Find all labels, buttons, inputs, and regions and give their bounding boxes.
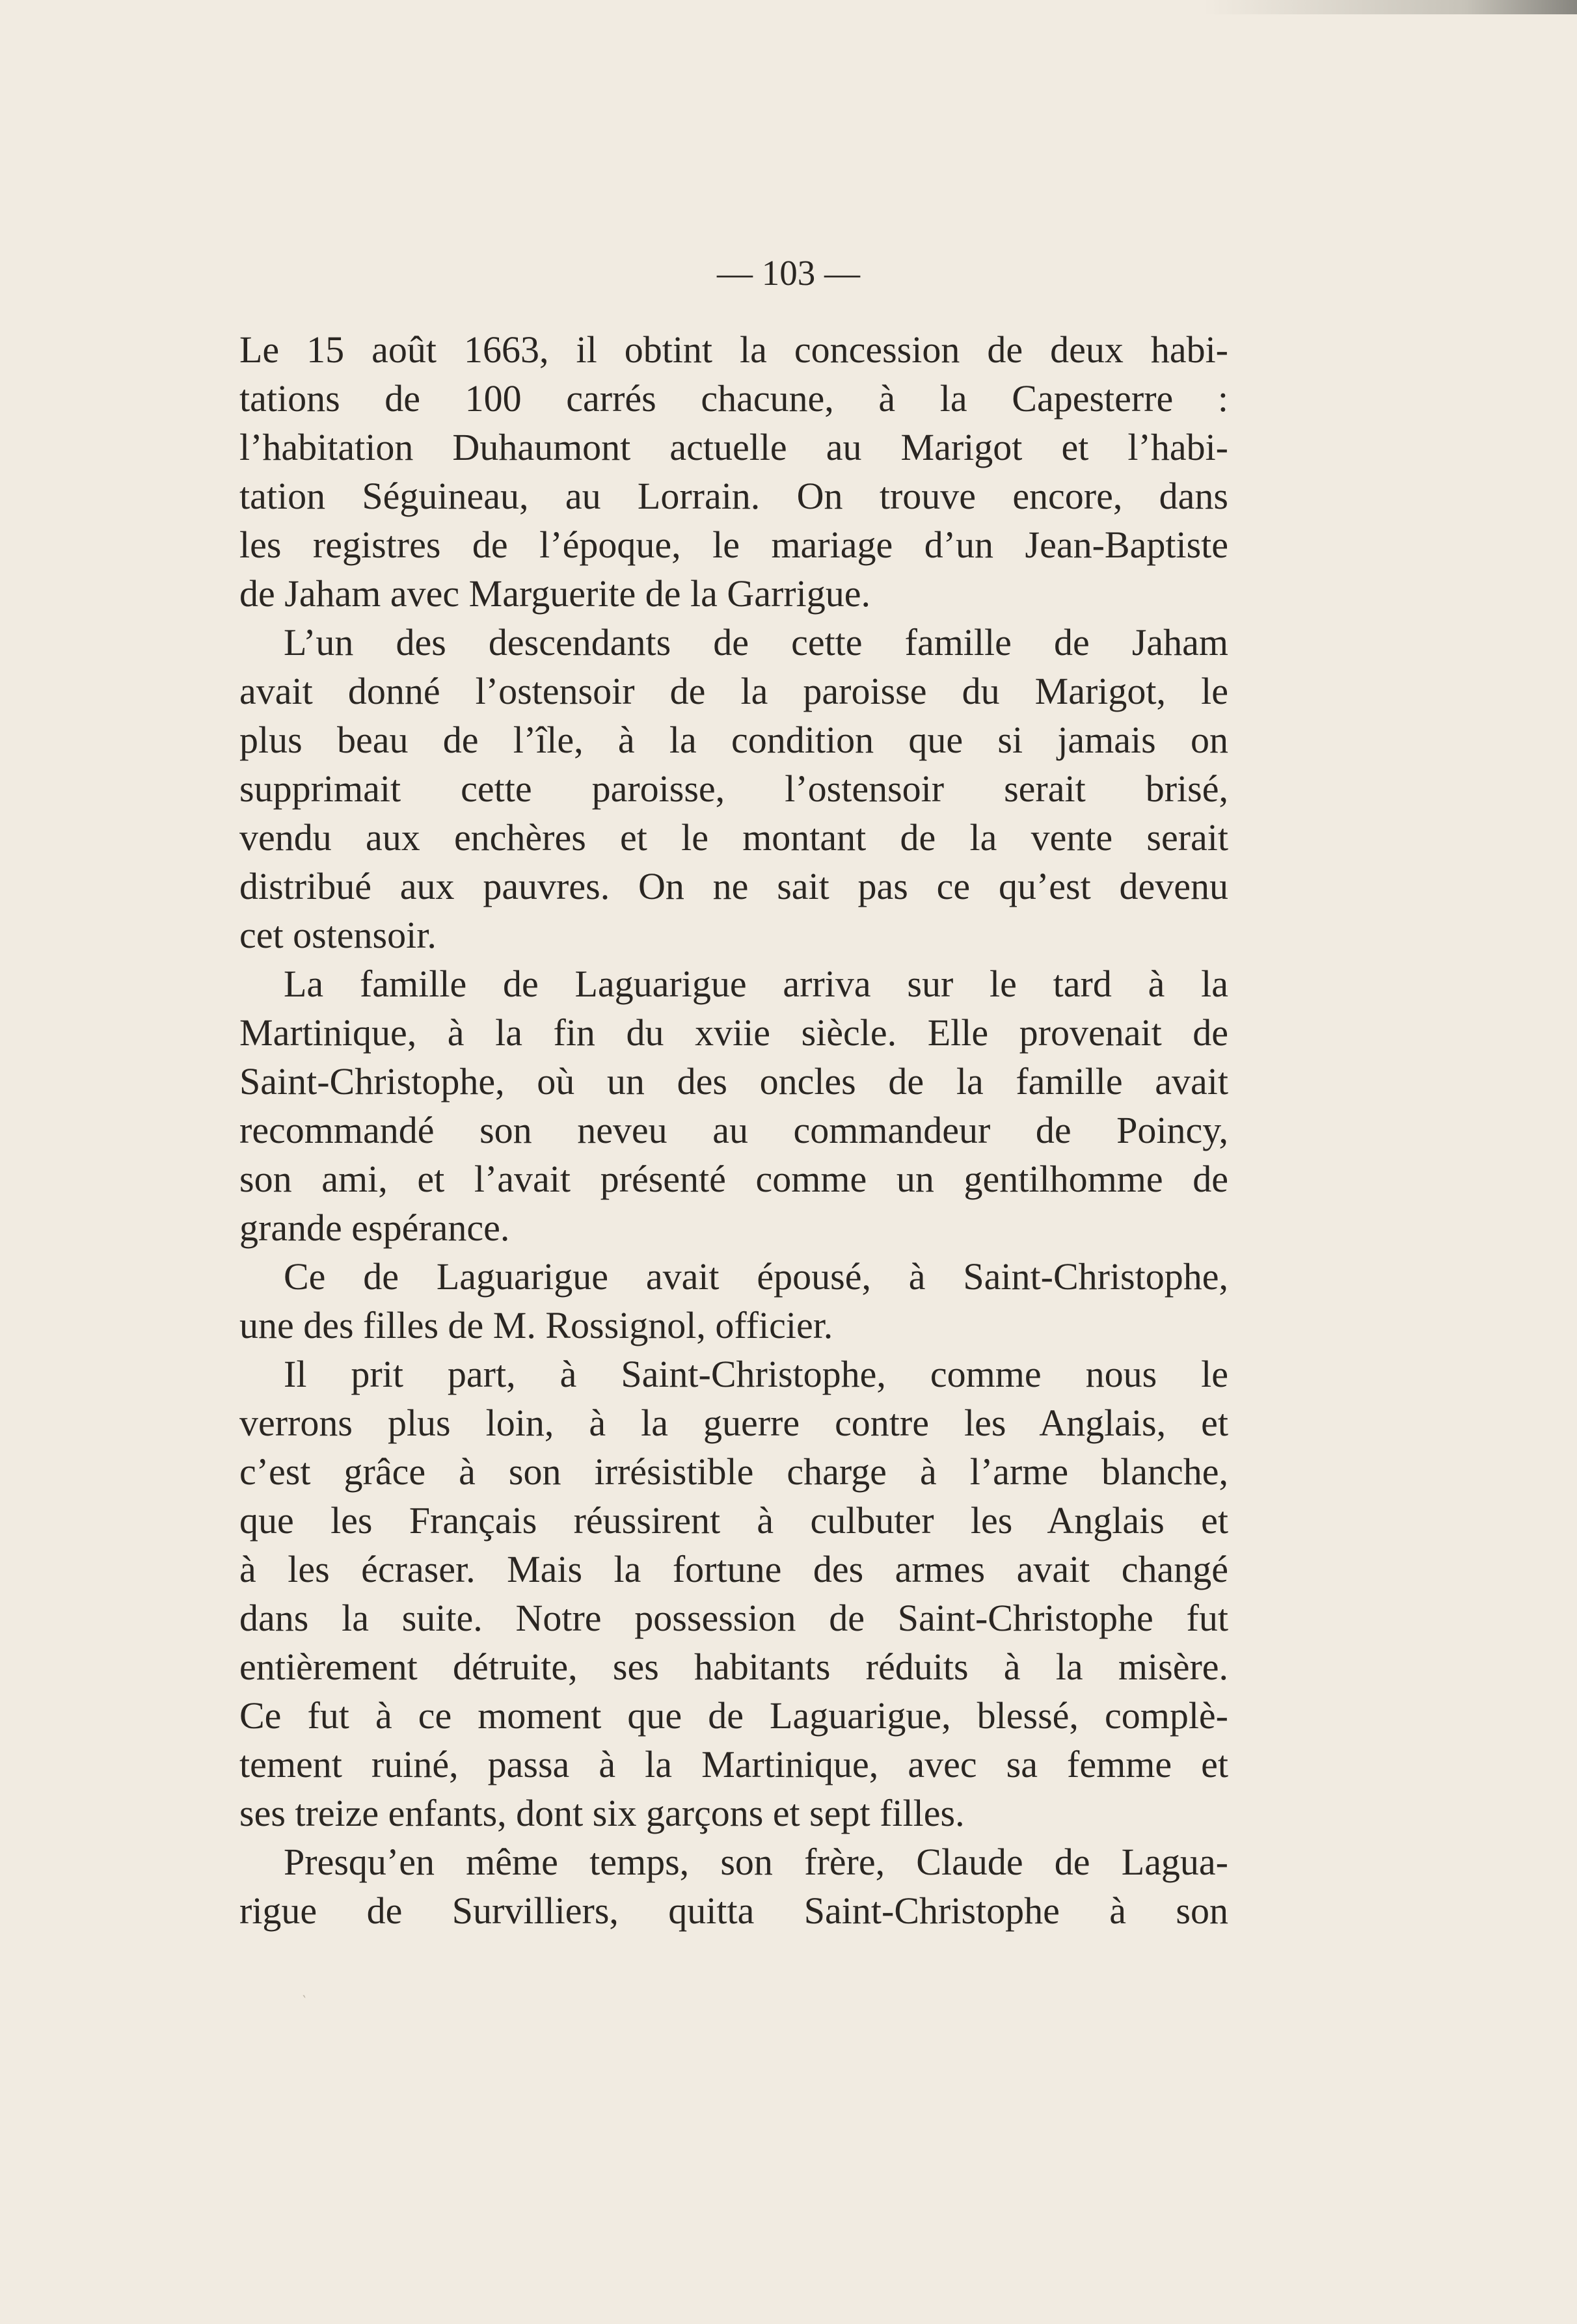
text-line: Le 15 août 1663, il obtint la concession de deux habi-	[239, 328, 1228, 371]
text-line: cet ostensoir.	[239, 914, 437, 956]
text-line: c’est grâce à son irrésistible charge à l’arme blanche,	[239, 1450, 1228, 1493]
text-line: une des filles de M. Rossignol, officier.	[239, 1304, 833, 1346]
text-line: tation Séguineau, au Lorrain. On trouve encore, dans	[239, 475, 1228, 517]
text-line: tations de 100 carrés chacune, à la Capesterre :	[239, 377, 1228, 420]
scan-edge-shadow	[1204, 0, 1577, 14]
text-line: Martinique, à la fin du xviie siècle. Elle provenait de	[239, 1011, 1228, 1054]
text-line: Saint-Christophe, où un des oncles de la famille avait	[239, 1060, 1228, 1102]
text-line: que les Français réussirent à culbuter les Anglais et	[239, 1499, 1228, 1542]
text-line: rigue de Survilliers, quitta Saint-Christophe à son	[239, 1890, 1228, 1932]
text-line: plus beau de l’île, à la condition que si jamais on	[239, 719, 1228, 761]
text-line: l’habitation Duhaumont actuelle au Marigot et l’habi-	[239, 426, 1228, 468]
text-line: entièrement détruite, ses habitants réduits à la misère.	[239, 1646, 1228, 1688]
text-line: à les écraser. Mais la fortune des armes avait changé	[239, 1548, 1228, 1590]
text-line: L’un des descendants de cette famille de Jaham	[284, 621, 1228, 663]
text-line: Presqu’en même temps, son frère, Claude de Lagua-	[284, 1841, 1228, 1883]
body-text	[239, 325, 1228, 1935]
text-line: supprimait cette paroisse, l’ostensoir serait brisé,	[239, 768, 1228, 810]
text-line: recommandé son neveu au commandeur de Poincy,	[239, 1109, 1228, 1151]
text-line: Ce fut à ce moment que de Laguarigue, blessé, complè-	[239, 1694, 1228, 1737]
text-line: les registres de l’époque, le mariage d’un Jean-Baptiste	[239, 524, 1228, 566]
text-line: verrons plus loin, à la guerre contre les Anglais, et	[239, 1402, 1228, 1444]
text-line: Il prit part, à Saint-Christophe, comme nous le	[284, 1353, 1228, 1395]
paper-blemish: ‵	[303, 1994, 306, 2010]
text-line: distribué aux pauvres. On ne sait pas ce qu’est devenu	[239, 865, 1228, 907]
text-line: de Jaham avec Marguerite de la Garrigue.	[239, 572, 870, 615]
text-line: tement ruiné, passa à la Martinique, avec sa femme et	[239, 1743, 1228, 1785]
text-line: La famille de Laguarigue arriva sur le tard à la	[284, 963, 1228, 1005]
text-line: vendu aux enchères et le montant de la vente serait	[239, 816, 1228, 859]
text-line: Ce de Laguarigue avait épousé, à Saint-Christophe,	[284, 1255, 1228, 1298]
text-line: dans la suite. Notre possession de Saint-Christophe fut	[239, 1597, 1228, 1639]
text-line: ses treize enfants, dont six garçons et sept filles.	[239, 1792, 965, 1834]
text-line: son ami, et l’avait présenté comme un gentilhomme de	[239, 1158, 1228, 1200]
page-number: — 103 —	[717, 253, 860, 293]
text-line: grande espérance.	[239, 1207, 510, 1249]
text-line: avait donné l’ostensoir de la paroisse du Marigot, le	[239, 670, 1228, 712]
